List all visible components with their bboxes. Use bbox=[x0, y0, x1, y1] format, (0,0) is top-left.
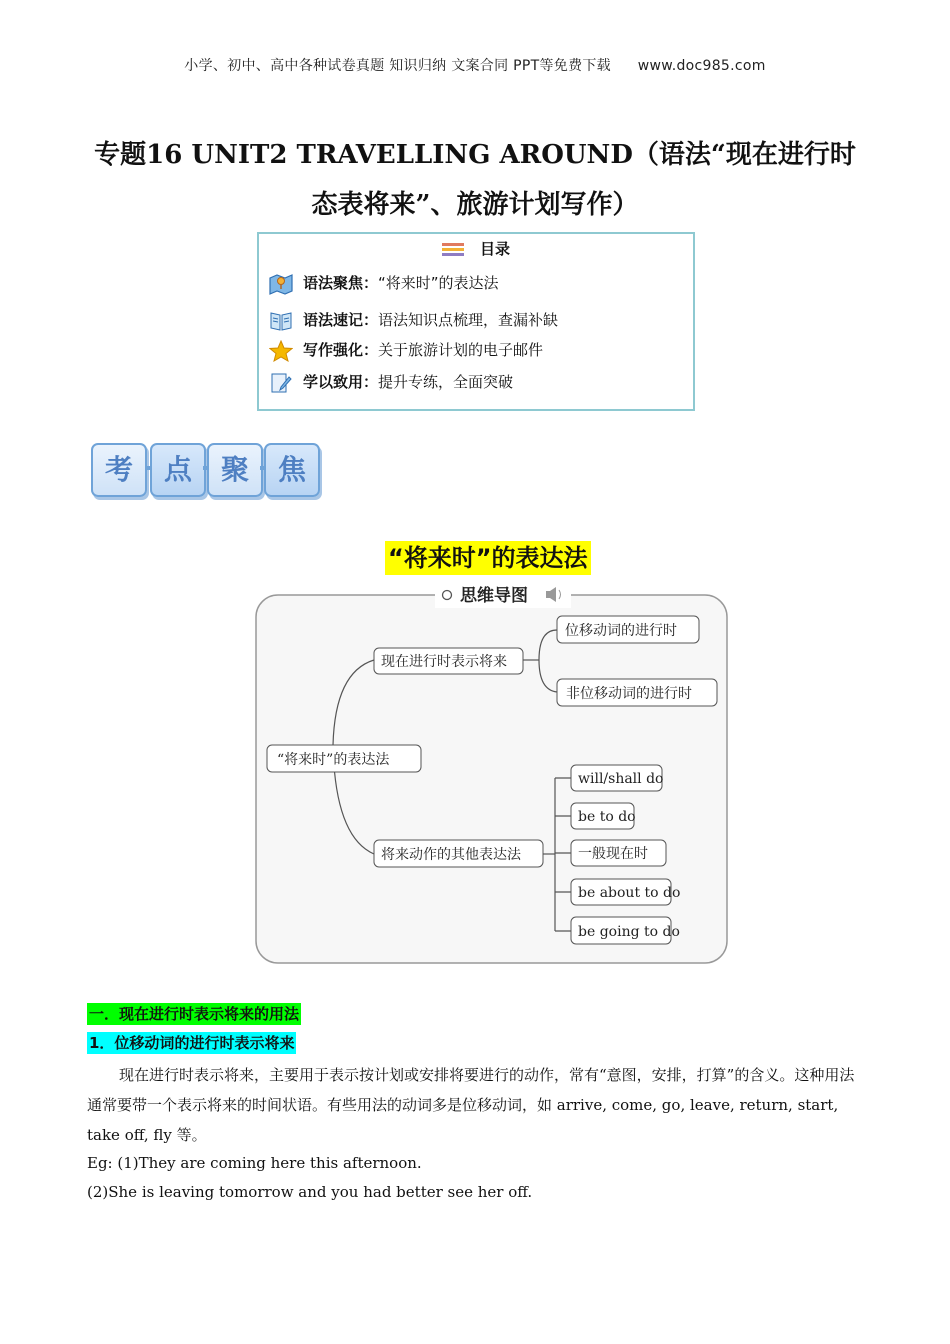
mind-map-header: 思维导图 bbox=[460, 586, 528, 606]
example-1: Eg: (1)They are coming here this afternoon. bbox=[87, 1154, 422, 1172]
svg-text:“将来时”的表达法: “将来时”的表达法 bbox=[277, 752, 390, 768]
leaf-node bbox=[557, 679, 717, 706]
title-line-2: 态表将来”、旅游计划写作） bbox=[311, 190, 639, 220]
toc-item-writing[interactable]: 写作强化：关于旅游计划的电子邮件 bbox=[269, 339, 543, 362]
title-line-1: 专题16 UNIT2 TRAVELLING AROUND（语法“现在进行时 bbox=[94, 140, 856, 170]
example-2: (2)She is leaving tomorrow and you had better see her off. bbox=[87, 1183, 533, 1201]
svg-text:be about to do: be about to do bbox=[578, 885, 681, 901]
leaf-node bbox=[571, 803, 636, 829]
branch-node-present-progressive bbox=[374, 648, 523, 674]
leaf-node bbox=[557, 616, 699, 643]
toc-item-practice[interactable]: 学以致用：提升专练，全面突破 bbox=[269, 371, 513, 394]
section-title: “将来时”的表达法 bbox=[385, 541, 591, 575]
svg-text:将来动作的其他表达法: 将来动作的其他表达法 bbox=[381, 847, 521, 863]
heading-2: 1．位移动词的进行时表示将来 bbox=[89, 1034, 295, 1052]
root-node bbox=[267, 745, 421, 772]
leaf-node bbox=[571, 879, 680, 905]
svg-text:be going to do: be going to do bbox=[578, 924, 680, 940]
table-of-contents bbox=[257, 232, 695, 411]
leaf-node bbox=[571, 765, 663, 791]
star-icon bbox=[269, 340, 293, 362]
document-title bbox=[60, 130, 890, 230]
edit-icon bbox=[269, 372, 293, 394]
branch-node-other-expressions bbox=[374, 840, 543, 867]
leaf-node bbox=[571, 917, 680, 944]
svg-text:will/shall do: will/shall do bbox=[578, 771, 664, 787]
leaf-node bbox=[571, 840, 666, 866]
heading-1: 一．现在进行时表示将来的用法 bbox=[89, 1005, 300, 1023]
badge-char-4: 焦 bbox=[264, 443, 320, 497]
page-header bbox=[0, 55, 950, 75]
badge-char-2: 点 bbox=[150, 443, 206, 497]
header-url[interactable]: www.doc985.com bbox=[637, 58, 766, 74]
header-text: 小学、初中、高中各种试卷真题 知识归纳 文案合同 PPT等免费下载 bbox=[184, 58, 611, 74]
toc-item-grammar-notes[interactable]: 语法速记：语法知识点梳理，查漏补缺 bbox=[269, 309, 558, 332]
mind-map bbox=[255, 582, 729, 965]
svg-text:非位移动词的进行时: 非位移动词的进行时 bbox=[566, 686, 692, 702]
map-icon bbox=[269, 273, 293, 295]
svg-text:位移动词的进行时: 位移动词的进行时 bbox=[565, 623, 677, 639]
badge-char-1: 考 bbox=[91, 443, 147, 497]
book-icon bbox=[269, 310, 293, 332]
svg-text:现在进行时表示将来: 现在进行时表示将来 bbox=[381, 654, 507, 670]
svg-text:be to do: be to do bbox=[578, 809, 636, 825]
circle-icon bbox=[443, 591, 452, 600]
toc-heading: 目录 bbox=[259, 238, 693, 259]
list-icon bbox=[442, 243, 464, 257]
svg-text:一般现在时: 一般现在时 bbox=[578, 846, 648, 862]
toc-item-grammar-focus[interactable]: 语法聚焦：“将来时”的表达法 bbox=[269, 272, 499, 295]
badge-char-3: 聚 bbox=[207, 443, 263, 497]
body-paragraph: 现在进行时表示将来，主要用于表示按计划或安排将要进行的动作，常有“意图，安排，打算”的含义。这种用法通常要带一个表示将来的时间状语。有些用法的动词多是位移动词，如 arrive, come, go, leave, return, start, take off, fly 等。 bbox=[87, 1066, 855, 1144]
